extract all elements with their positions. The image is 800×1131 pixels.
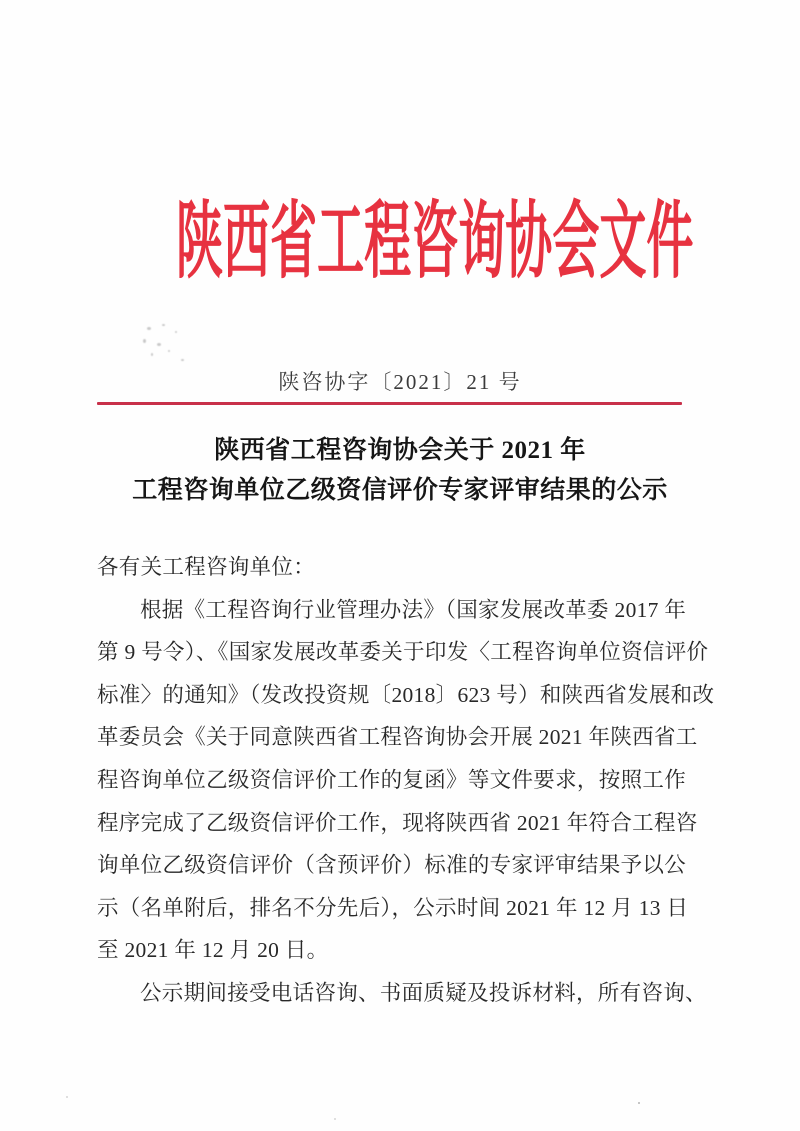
body-line: 示（名单附后，排名不分先后），公示时间 2021 年 12 月 13 日 [97,895,689,920]
document-title-line-2: 工程咨询单位乙级资信评价专家评审结果的公示 [132,477,668,504]
document-title-line-1: 陕西省工程咨询协会关于 2021 年 [214,437,586,464]
body-line: 各有关工程咨询单位： [97,555,316,579]
document-number: 陕咨协字〔2021〕21 号 [278,370,522,394]
body-line: 询单位乙级资信评价（含预评价）标准的专家评审结果予以公 [97,853,686,878]
ink-smudge [135,323,190,368]
red-divider-line [97,402,682,405]
scan-speck [334,1118,336,1120]
body-line: 公示期间接受电话咨询、书面质疑及投诉材料，所有咨询、 [140,980,707,1005]
letterhead-org-title: 陕西省工程咨询协会文件 [176,196,694,289]
scan-speck [638,1102,640,1104]
document-title [0,431,800,511]
body-line: 至 2021 年 12 月 20 日。 [97,938,329,963]
body-line: 程咨询单位乙级资信评价工作的复函》等文件要求，按照工作 [97,767,686,792]
body-line: 程序完成了乙级资信评价工作，现将陕西省 2021 年符合工程咨 [97,810,698,835]
scan-speck [66,1096,68,1098]
document-body [97,546,715,1015]
body-line: 第 9 号令）、《国家发展改革委关于印发〈工程咨询单位资信评价 [97,640,709,665]
body-line: 革委员会《关于同意陕西省工程咨询协会开展 2021 年陕西省工 [97,725,698,750]
body-line: 标准〉的通知》（发改投资规〔2018〕623 号）和陕西省发展和改 [97,682,715,707]
body-line: 根据《工程咨询行业管理办法》（国家发展改革委 2017 年 [140,597,687,622]
